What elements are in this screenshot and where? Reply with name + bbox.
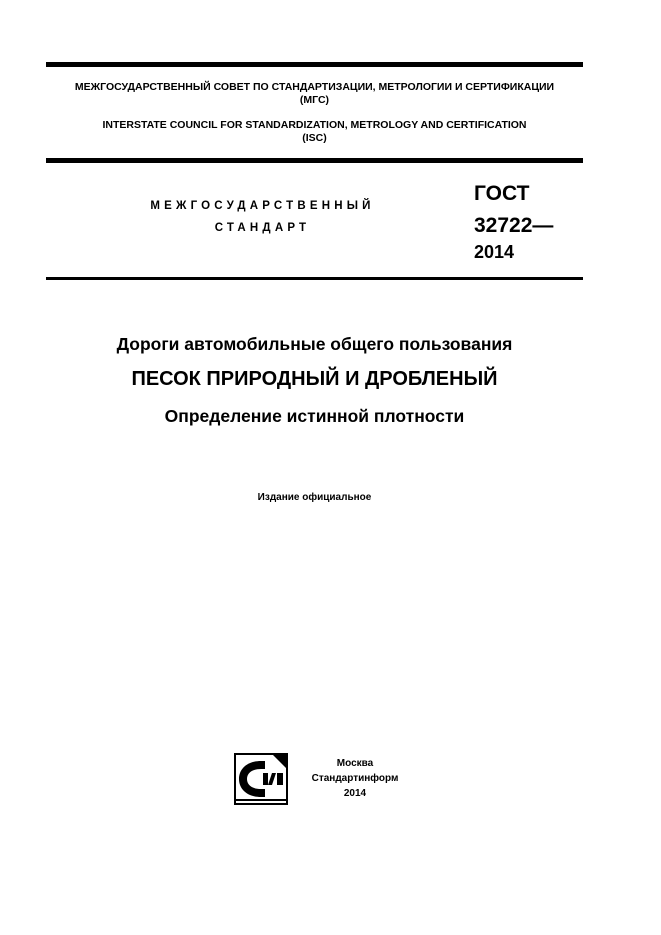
title-line1: Дороги автомобильные общего пользования	[116, 334, 513, 354]
council-en-name: INTERSTATE COUNCIL FOR STANDARDIZATION, METROLOGY AND CERTIFICATION	[102, 119, 527, 131]
standartinform-logo-icon	[232, 752, 290, 806]
middle-rule	[46, 158, 583, 163]
gost-label: ГОСТ	[474, 182, 530, 205]
council-ru	[46, 81, 583, 107]
publisher-year: 2014	[343, 788, 367, 799]
council-en	[46, 119, 583, 145]
standard-type-line2: СТАНДАРТ	[214, 222, 311, 234]
standard-type-line1: МЕЖГОСУДАРСТВЕННЫЙ	[150, 200, 375, 212]
council-ru-name: МЕЖГОСУДАРСТВЕННЫЙ СОВЕТ ПО СТАНДАРТИЗАЦИИ, МЕТРОЛОГИИ И СЕРТИФИКАЦИИ	[74, 81, 555, 93]
bottom-rule	[46, 277, 583, 280]
top-rule	[46, 62, 583, 67]
council-ru-abbr: (МГС)	[299, 94, 330, 106]
council-en-abbr: (ISC)	[302, 132, 327, 144]
gost-designation	[474, 178, 553, 262]
edition-note: Издание официальное	[257, 492, 372, 503]
publisher-name: Стандартинформ	[311, 773, 399, 784]
gost-number: 32722—	[474, 214, 554, 237]
title-line3: Определение истинной плотности	[164, 406, 465, 426]
publisher-city: Москва	[336, 758, 374, 769]
title-line2: ПЕСОК ПРИРОДНЫЙ И ДРОБЛЕНЫЙ	[131, 368, 498, 390]
gost-year: 2014	[474, 242, 515, 262]
publisher-block	[300, 756, 410, 801]
standard-type	[100, 195, 425, 239]
